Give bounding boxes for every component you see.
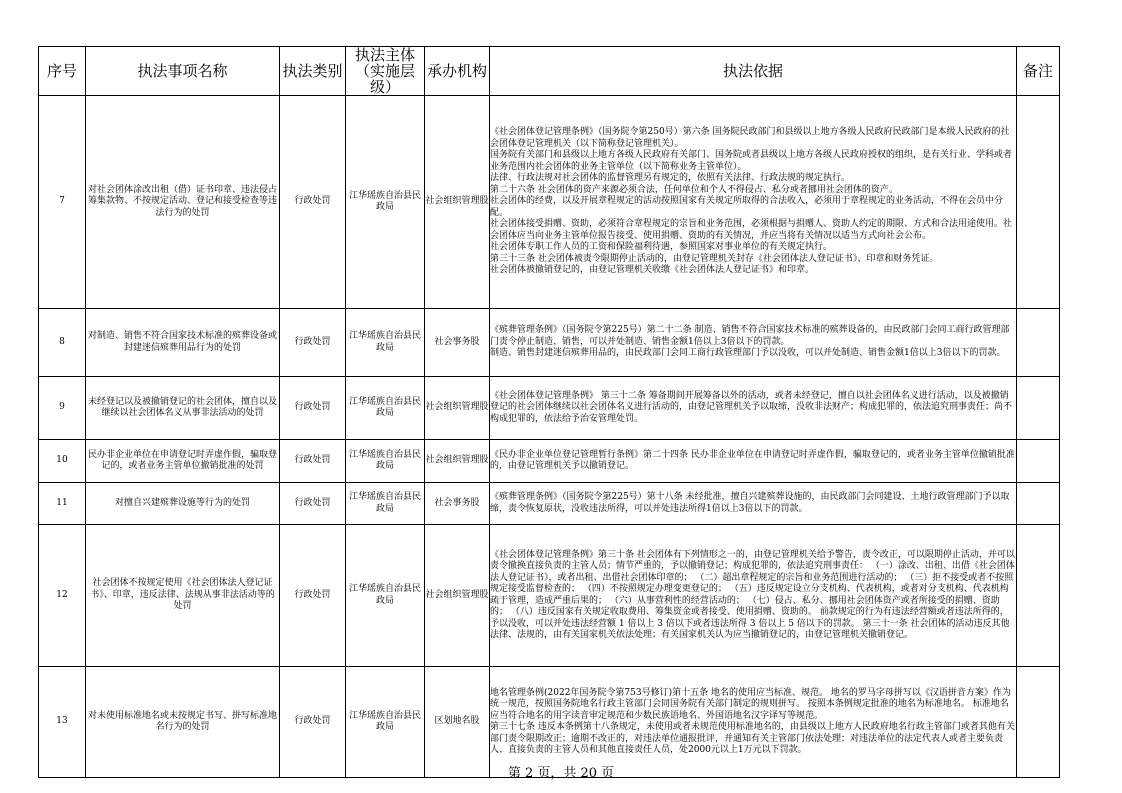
cell-basis bbox=[490, 525, 1017, 667]
basis-paragraph: 《殡葬管理条例》（国务院令第225号）第二十二条 制造、销售不符合国家技术标准的殡葬设备的，由民政部门会同工商行政管理部门责令停止制造、销售，可以并处制造、销售金额1倍以上3倍以下的罚款。 bbox=[490, 325, 1010, 347]
cell-basis bbox=[490, 377, 1017, 440]
cell-category: 行政处罚 bbox=[280, 667, 346, 778]
cell-item-name: 民办非企业单位在申请登记时弄虚作假，骗取登记的，或者业务主管单位撤销批准的处罚 bbox=[86, 440, 280, 483]
cell-basis bbox=[490, 440, 1017, 483]
enforcement-table bbox=[38, 46, 1060, 778]
cell-subject: 江华瑶族自治县民政局 bbox=[346, 96, 425, 309]
basis-paragraph: 社会团体被撤销登记的，由登记管理机关收缴《社会团体法人登记证书》和印章。 bbox=[490, 265, 815, 276]
cell-seq: 12 bbox=[39, 525, 86, 667]
header-name: 执法事项名称 bbox=[86, 47, 280, 96]
table-row bbox=[39, 667, 1060, 778]
basis-paragraph: 社会团体专职工作人员的工资和保险福利待遇，参照国家对事业单位的有关规定执行。 bbox=[490, 242, 833, 253]
table-header-row bbox=[39, 47, 1060, 96]
cell-subject: 江华瑶族自治县民政局 bbox=[346, 525, 425, 667]
header-basis: 执法依据 bbox=[490, 47, 1017, 96]
cell-org: 社会组织管理股 bbox=[425, 440, 490, 483]
cell-remark bbox=[1017, 309, 1060, 377]
cell-item-name: 对制造、销售不符合国家技术标准的殡葬设备或封建迷信殡葬用品行为的处罚 bbox=[86, 309, 280, 377]
basis-paragraph: 第三十三条 社会团体被责令限期停止活动的，由登记管理机关封存《社会团体法人登记证书》、印章和财务凭证。 bbox=[490, 253, 939, 264]
cell-remark bbox=[1017, 667, 1060, 778]
cell-subject: 江华瑶族自治县民政局 bbox=[346, 667, 425, 778]
basis-paragraph: 《社会团体登记管理条例》第三十条 社会团体有下列情形之一的，由登记管理机关给予警告，责令改正，可以限期停止活动，并可以责令撤换直接负责的主管人员；情节严重的，予以撤销登记；构成犯罪的，依法追究刑事责任： （一）涂改、出租、出借《社会团体法人登记证书》，或者出租、出借社会团体印章的； （二）超出章程规定的宗旨和业务范围进行活动的； （三）拒不接受或者不按照规定接受监督检查的； （四）不按照规定办理变更登记的； （五）违反规定设立分支机构、代表机构，或者对分支机构、代表机构疏于管理，造成严重后果的； （六）从事营利性的经营活动的； （七）侵占、私分、挪用社会团体资产或者所接受的捐赠、资助的； （八）违反国家有关规定收取费用、筹集资金或者接受、使用捐赠、资助的。 前款规定的行为有违法经营额或者违法所得的，予以没收，可以并处违法经营额 1 倍以上 3 倍以下或者违法所得 3 倍以上 5 倍以下的罚款。 第三十一条 社会团体的活动违反其他法律、法规的，由有关国家机关依法处理；有关国家机关认为应当撤销登记的，由登记管理机关撤销登记。 bbox=[490, 549, 1015, 640]
cell-org: 社会事务股 bbox=[425, 309, 490, 377]
cell-org: 区划地名股 bbox=[425, 667, 490, 778]
basis-paragraph: 社会团体的经费，以及开展章程规定的活动按照国家有关规定所取得的合法收入，必须用于章程规定的业务活动，不得在会员中分配。 bbox=[490, 196, 1004, 218]
cell-basis bbox=[490, 309, 1017, 377]
table-row bbox=[39, 483, 1060, 525]
cell-basis bbox=[490, 96, 1017, 309]
cell-category: 行政处罚 bbox=[280, 440, 346, 483]
cell-category: 行政处罚 bbox=[280, 377, 346, 440]
cell-remark bbox=[1017, 440, 1060, 483]
cell-seq: 8 bbox=[39, 309, 86, 377]
cell-subject: 江华瑶族自治县民政局 bbox=[346, 377, 425, 440]
cell-seq: 7 bbox=[39, 96, 86, 309]
basis-paragraph: 制造、销售封建迷信殡葬用品的，由民政部门会同工商行政管理部门予以没收，可以并处制造、销售金额1倍以上3倍以下的罚款。 bbox=[490, 348, 1006, 359]
header-category: 执法类别 bbox=[280, 47, 346, 96]
header-seq: 序号 bbox=[39, 47, 86, 96]
header-remark: 备注 bbox=[1017, 47, 1060, 96]
cell-item-name: 对未使用标准地名或未按规定书写、拼写标准地名行为的处罚 bbox=[86, 667, 280, 778]
cell-basis bbox=[490, 667, 1017, 778]
cell-category: 行政处罚 bbox=[280, 525, 346, 667]
cell-item-name: 对擅自兴建殡葬设施等行为的处罚 bbox=[86, 483, 280, 525]
cell-category: 行政处罚 bbox=[280, 309, 346, 377]
cell-org: 社会组织管理股 bbox=[425, 377, 490, 440]
table-row bbox=[39, 525, 1060, 667]
cell-remark bbox=[1017, 525, 1060, 667]
basis-paragraph: 《殡葬管理条例》（国务院令第225号）第十八条 未经批准，擅自兴建殡葬设施的，由民政部门会同建设、土地行政管理部门予以取缔，责令恢复原状，没收违法所得，可以并处违法所得1倍以上3倍以下的罚款。 bbox=[490, 492, 1010, 514]
table-row bbox=[39, 377, 1060, 440]
cell-remark bbox=[1017, 377, 1060, 440]
cell-subject: 江华瑶族自治县民政局 bbox=[346, 440, 425, 483]
cell-seq: 11 bbox=[39, 483, 86, 525]
cell-seq: 9 bbox=[39, 377, 86, 440]
header-subject: 执法主体（实施层级） bbox=[346, 47, 425, 96]
cell-org: 社会事务股 bbox=[425, 483, 490, 525]
basis-paragraph: 法律、行政法规对社会团体的监督管理另有规定的，依照有关法律、行政法规的规定执行。 bbox=[490, 173, 851, 184]
basis-paragraph: 《社会团体登记管理条例》 第三十二条 筹备期间开展筹备以外的活动，或者未经登记，擅自以社会团体名义进行活动，以及被撤销登记的社会团体继续以社会团体名义进行活动的，由登记管理机关予以取缔，没收非法财产；构成犯罪的，依法追究刑事责任；尚不构成犯罪的，依法给予治安管理处罚。 bbox=[490, 390, 1013, 424]
cell-org: 社会组织管理股 bbox=[425, 96, 490, 309]
basis-paragraph: 第二十六条 社会团体的资产来源必须合法，任何单位和个人不得侵占、私分或者挪用社会团体的资产。 bbox=[490, 184, 898, 195]
table-row bbox=[39, 440, 1060, 483]
cell-remark bbox=[1017, 96, 1060, 309]
cell-basis bbox=[490, 483, 1017, 525]
cell-remark bbox=[1017, 483, 1060, 525]
cell-seq: 10 bbox=[39, 440, 86, 483]
header-org: 承办机构 bbox=[425, 47, 490, 96]
cell-item-name: 未经登记以及被撤销登记的社会团体，擅自以及继续以社会团体名义从事非法活动的处罚 bbox=[86, 377, 280, 440]
cell-category: 行政处罚 bbox=[280, 96, 346, 309]
basis-paragraph: 地名管理条例(2022年国务院令第753号修订)第十五条 地名的使用应当标准、规范。 地名的罗马字母拼写以《汉语拼音方案》作为统一规范，按照国务院地名行政主管部门会同国务院有关部门制定的规则拼写。 按照本条例规定批准的地名为标准地名。 标准地名应当符合地名的用字读音审定规范和少数民族语地名、外国语地名汉字译写等规范。 bbox=[490, 687, 1011, 721]
basis-paragraph: 《民办非企业单位登记管理暂行条例》第二十四条 民办非企业单位在申请登记时弄虚作假，骗取登记的，或者业务主管单位撤销批准的，由登记管理机关予以撤销登记。 bbox=[490, 449, 1015, 471]
basis-paragraph: 第三十七条 违反本条例第十八条规定，未使用或者未规范使用标准地名的，由县级以上地方人民政府地名行政主管部门或者其他有关部门责令限期改正；逾期不改正的，对违法单位通报批评，并通知有关主管部门依法处理；对违法单位的法定代表人或者主要负责人、直接负责的主管人员和其他直接责任人员，处2000元以上1万元以下罚款。 bbox=[490, 722, 1015, 755]
cell-category: 行政处罚 bbox=[280, 483, 346, 525]
cell-subject: 江华瑶族自治县民政局 bbox=[346, 483, 425, 525]
basis-paragraph: 国务院有关部门和县级以上地方各级人民政府有关部门、国务院或者县级以上地方各级人民政府授权的组织，是有关行业、学科或者业务范围内社会团体的业务主管单位（以下简称业务主管单位）。 bbox=[490, 150, 1013, 172]
cell-org: 社会组织管理股 bbox=[425, 525, 490, 667]
cell-seq: 13 bbox=[39, 667, 86, 778]
cell-item-name: 社会团体不按规定使用《社会团体法人登记证书》、印章，违反法律、法规从事非法活动等的处罚 bbox=[86, 525, 280, 667]
cell-item-name: 对社会团体涂改出租（借）证书印章、违法侵占筹集款物、不按规定活动、登记和接受检查等违法行为的处罚 bbox=[86, 96, 280, 309]
page-footer: 第 2 页，共 20 页 bbox=[507, 766, 615, 781]
basis-paragraph: 《社会团体登记管理条例》（国务院令第250号）第六条 国务院民政部门和县级以上地方各级人民政府民政部门是本级人民政府的社会团体登记管理机关（以下简称登记管理机关）。 bbox=[490, 127, 1010, 149]
table-row bbox=[39, 96, 1060, 309]
table-row bbox=[39, 309, 1060, 377]
basis-paragraph: 社会团体接受捐赠、资助，必须符合章程规定的宗旨和业务范围，必须根据与捐赠人、资助人约定的期限、方式和合法用途使用。社会团体应当向业务主管单位报告接受、使用捐赠、资助的有关情况，并应当将有关情况以适当方式向社会公布。 bbox=[490, 219, 1013, 241]
cell-subject: 江华瑶族自治县民政局 bbox=[346, 309, 425, 377]
